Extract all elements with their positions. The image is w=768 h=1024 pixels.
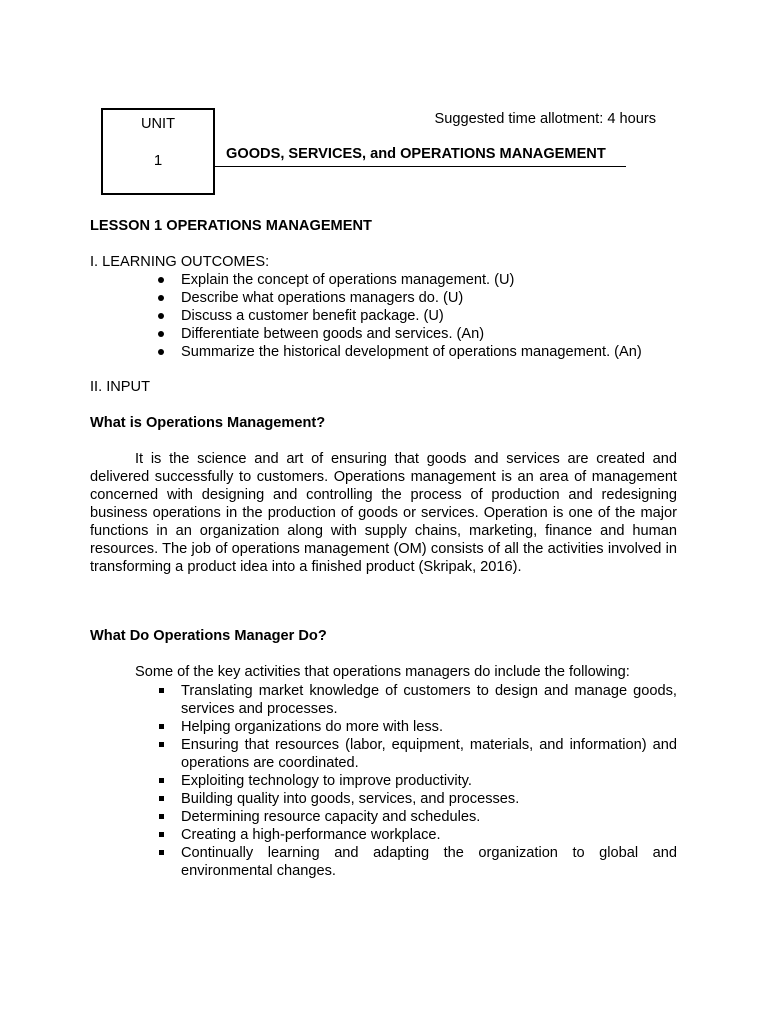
list-item: Summarize the historical development of operations management. (An)	[155, 343, 642, 361]
input-heading: II. INPUT	[90, 379, 150, 395]
time-allotment: Suggested time allotment: 4 hours	[434, 111, 656, 127]
list-item: Differentiate between goods and services. (An)	[155, 325, 642, 343]
list-item: Building quality into goods, services, and processes.	[155, 790, 677, 808]
list-item: Continually learning and adapting the organization to global and environmental changes.	[155, 844, 677, 880]
unit-title: GOODS, SERVICES, and OPERATIONS MANAGEMENT	[226, 146, 606, 162]
list-item: Determining resource capacity and schedules.	[155, 808, 677, 826]
activities-intro: Some of the key activities that operations managers do include the following:	[135, 664, 630, 680]
list-item: Translating market knowledge of customers to design and manage goods, services and processes.	[155, 682, 677, 718]
activities-list	[155, 682, 677, 880]
list-item: Helping organizations do more with less.	[155, 718, 677, 736]
list-item: Creating a high-performance workplace.	[155, 826, 677, 844]
list-item: Explain the concept of operations management. (U)	[155, 271, 642, 289]
title-underline	[215, 166, 626, 167]
unit-number: 1	[153, 152, 163, 169]
section-heading-what-managers-do: What Do Operations Manager Do?	[90, 628, 327, 644]
om-definition-paragraph: It is the science and art of ensuring that goods and services are created and delivered successfully to customers. Operations management is an area of management concerned with designing and controlling the process of production and redesigning business operations in the production of goods or services. Operation is one of the major functions in an organization along with supply chains, marketing, finance and human resources. The job of operations management (OM) consists of all the activities involved in transforming a product idea into a finished product (Skripak, 2016).	[90, 451, 677, 575]
list-item: Discuss a customer benefit package. (U)	[155, 307, 642, 325]
learning-outcomes-heading: I. LEARNING OUTCOMES:	[90, 254, 270, 270]
list-item: Ensuring that resources (labor, equipment, materials, and information) and operations are coordinated.	[155, 736, 677, 772]
list-item: Exploiting technology to improve productivity.	[155, 772, 677, 790]
list-item: Describe what operations managers do. (U)	[155, 289, 642, 307]
lesson-title: LESSON 1 OPERATIONS MANAGEMENT	[90, 218, 372, 234]
unit-label: UNIT	[140, 116, 176, 132]
unit-box	[101, 108, 215, 195]
learning-outcomes-list	[155, 271, 642, 361]
section-heading-what-is-om: What is Operations Management?	[90, 415, 326, 431]
